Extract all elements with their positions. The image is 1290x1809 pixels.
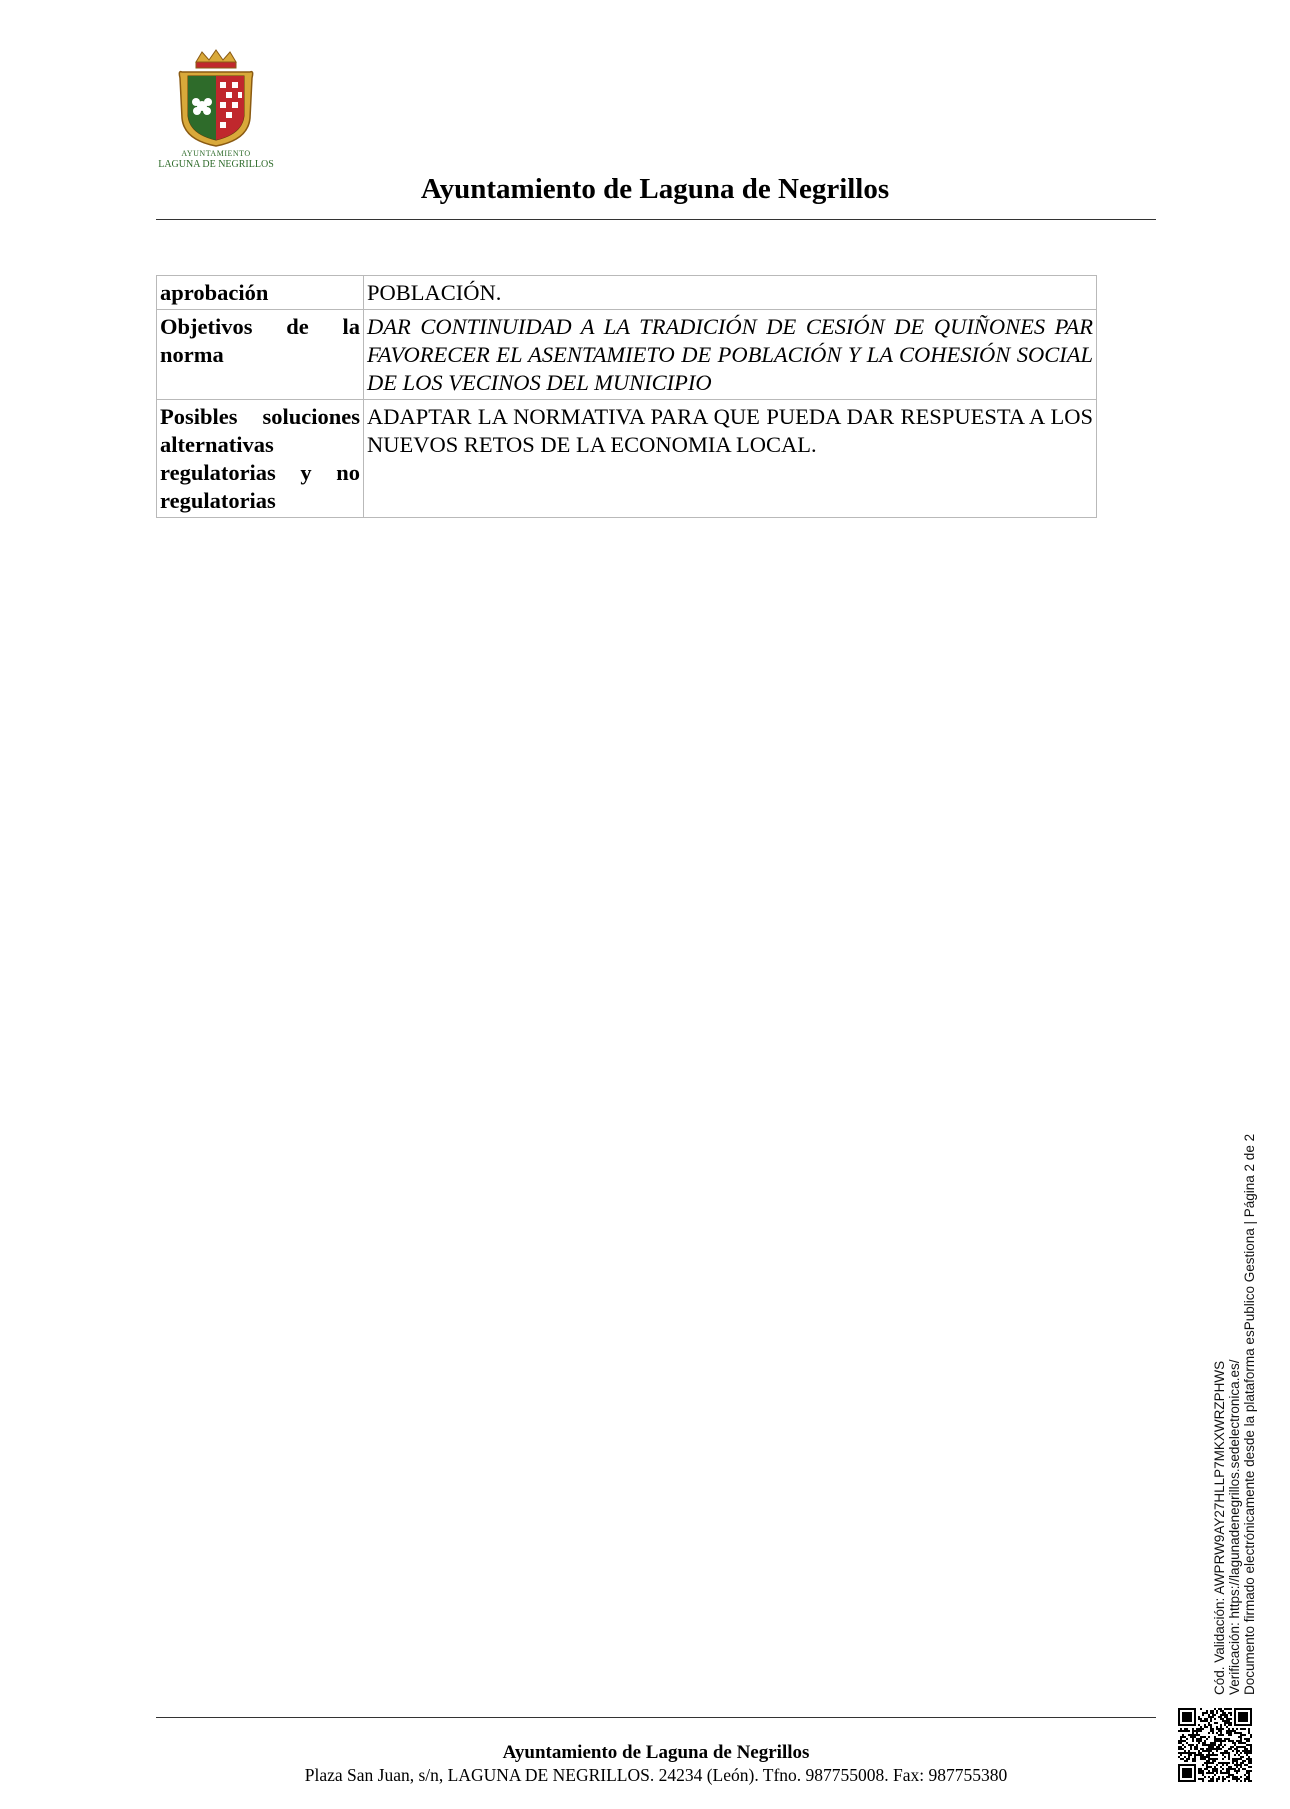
row-value: POBLACIÓN. [364, 276, 1097, 310]
signature-note: Documento firmado electrónicamente desde la plataforma esPublico Gestiona | Página 2 de 2 [1242, 1133, 1257, 1695]
row-value: DAR CONTINUIDAD A LA TRADICIÓN DE CESIÓN DE QUIÑONES PAR FAVORECER EL ASENTAMIETO DE POBLACIÓN Y LA COHESIÓN SOCIAL DE LOS VECINOS DEL MUNICIPIO [364, 310, 1097, 400]
verification-url: Verificación: https://lagunadenegrillos.sedelectronica.es/ [1227, 1359, 1242, 1695]
info-table [156, 275, 1097, 518]
footer-title: Ayuntamiento de Laguna de Negrillos [502, 1742, 810, 1763]
footer-address: Plaza San Juan, s/n, LAGUNA DE NEGRILLOS. 24234 (León). Tfno. 987755008. Fax: 987755380 [304, 1765, 1008, 1785]
table-row [157, 276, 1097, 310]
header-divider [156, 219, 1156, 220]
page-title: Ayuntamiento de Laguna de Negrillos [420, 173, 890, 205]
row-label: aprobación [157, 276, 364, 310]
logo-caption-big: LAGUNA DE NEGRILLOS [158, 159, 274, 170]
table-row [157, 400, 1097, 518]
row-value: ADAPTAR LA NORMATIVA PARA QUE PUEDA DAR RESPUESTA A LOS NUEVOS RETOS DE LA ECONOMIA LOCAL. [364, 400, 1097, 518]
logo-caption-small: AYUNTAMIENTO [181, 149, 251, 158]
validation-side-text [1212, 1135, 1262, 1695]
validation-code: Cód. Validación: AWPRW9AY27HLLP7MKXWRZPHWS [1212, 1360, 1227, 1695]
footer-divider [156, 1717, 1156, 1718]
row-label: Posibles soluciones alternativas regulatorias y no regulatorias [157, 400, 364, 518]
row-label: Objetivos de la norma [157, 310, 364, 400]
table-row [157, 310, 1097, 400]
logo-caption [148, 148, 284, 170]
